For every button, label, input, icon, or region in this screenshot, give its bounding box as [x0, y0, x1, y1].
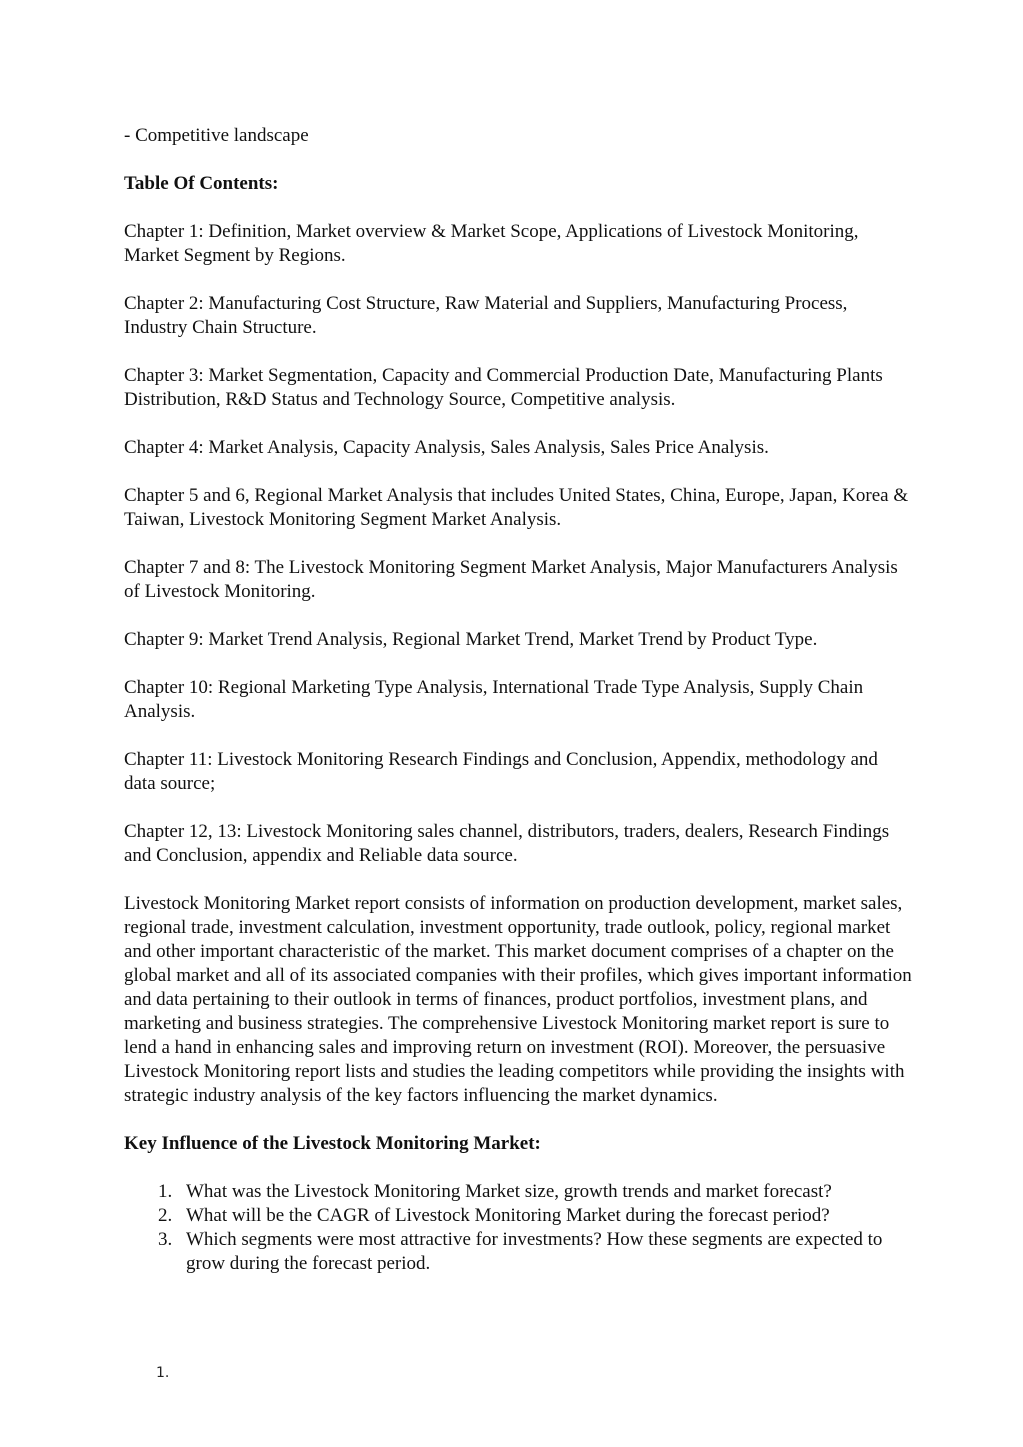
- summary-paragraph: Livestock Monitoring Market report consists of information on production development, market sales, regional trade, investment calculation, investment opportunity, trade outlook, policy, regional market and other important characteristic of the market. This market document comprises of a chapter on the global market and all of its associated companies with their profiles, which gives important information and data pertaining to their outlook in terms of finances, product portfolios, investment plans, and marketing and business strategies. The comprehensive Livestock Monitoring market report is sure to lend a hand in enhancing sales and improving return on investment (ROI). Moreover, the persuasive Livestock Monitoring report lists and studies the leading competitors while providing the insights with strategic industry analysis of the key factors influencing the market dynamics.: [124, 893, 912, 1106]
- list-item-number: 1.: [158, 1181, 173, 1202]
- chapter-paragraph: Chapter 11: Livestock Monitoring Research Findings and Conclusion, Appendix, methodology and data source;: [124, 749, 878, 794]
- chapter-paragraph: Chapter 3: Market Segmentation, Capacity and Commercial Production Date, Manufacturing Plants Distribution, R&D Status and Technology Source, Competitive analysis.: [124, 365, 883, 410]
- list-item-text: Which segments were most attractive for investments? How these segments are expected to grow during the forecast period.: [186, 1229, 883, 1274]
- list-item-text: What will be the CAGR of Livestock Monitoring Market during the forecast period?: [186, 1205, 830, 1226]
- list-item-text: What was the Livestock Monitoring Market size, growth trends and market forecast?: [186, 1181, 832, 1202]
- list-item: [124, 1204, 914, 1228]
- list-item-number: 3.: [158, 1229, 173, 1250]
- list-item: [124, 1180, 914, 1204]
- footer-page-number: 1.: [156, 1365, 170, 1381]
- document-body: [124, 124, 914, 1276]
- chapter-paragraph: Chapter 5 and 6, Regional Market Analysis that includes United States, China, Europe, Japan, Korea & Taiwan, Livestock Monitoring Segment Market Analysis.: [124, 485, 909, 530]
- list-item-number: 2.: [158, 1205, 173, 1226]
- chapter-paragraph: Chapter 12, 13: Livestock Monitoring sales channel, distributors, traders, dealers, Research Findings and Conclusion, appendix and Reliable data source.: [124, 821, 890, 866]
- chapter-paragraph: Chapter 1: Definition, Market overview & Market Scope, Applications of Livestock Monitoring, Market Segment by Regions.: [124, 221, 859, 266]
- question-list: [124, 1180, 914, 1276]
- chapter-paragraph: Chapter 7 and 8: The Livestock Monitoring Segment Market Analysis, Major Manufacturers Analysis of Livestock Monitoring.: [124, 557, 898, 602]
- chapter-paragraph: Chapter 4: Market Analysis, Capacity Analysis, Sales Analysis, Sales Price Analysis.: [124, 437, 769, 458]
- chapter-paragraph: Chapter 9: Market Trend Analysis, Regional Market Trend, Market Trend by Product Type.: [124, 629, 818, 650]
- list-item: [124, 1228, 914, 1276]
- chapter-paragraph: Chapter 2: Manufacturing Cost Structure, Raw Material and Suppliers, Manufacturing Process, Industry Chain Structure.: [124, 293, 848, 338]
- toc-heading: Table Of Contents:: [124, 173, 279, 194]
- key-influence-heading: Key Influence of the Livestock Monitoring Market:: [124, 1133, 541, 1154]
- intro-line: - Competitive landscape: [124, 125, 309, 146]
- chapter-paragraph: Chapter 10: Regional Marketing Type Analysis, International Trade Type Analysis, Supply Chain Analysis.: [124, 677, 864, 722]
